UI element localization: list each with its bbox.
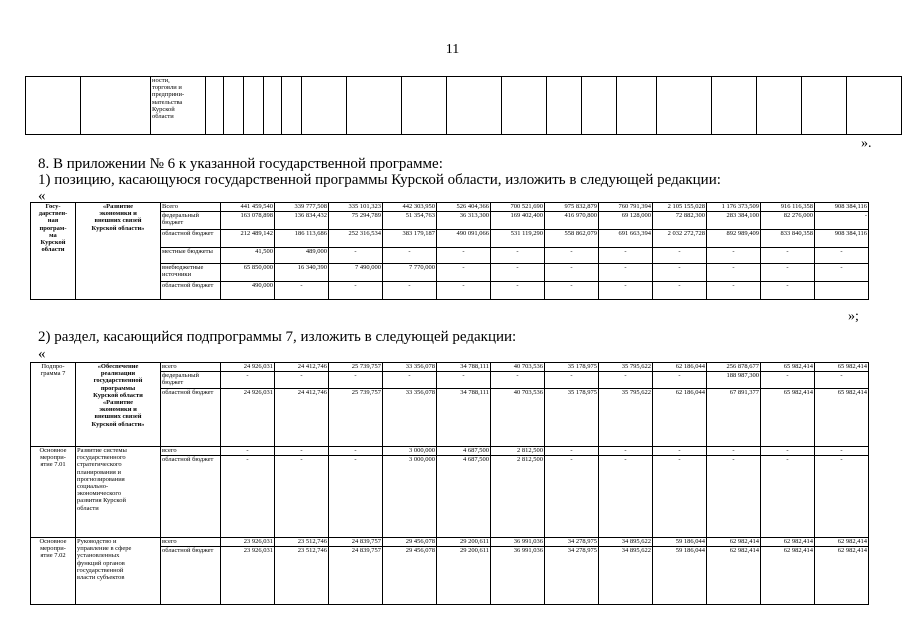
value-cell: 186 113,686 xyxy=(275,230,329,248)
value-cell: 34 895,622 xyxy=(599,538,653,547)
text-line: «Развитие xyxy=(102,203,134,210)
value-cell: 40 703,536 xyxy=(491,363,545,372)
value-cell: - xyxy=(437,372,491,389)
value-cell: - xyxy=(815,372,869,389)
value-cell: 69 128,000 xyxy=(599,212,653,230)
value-cell: - xyxy=(707,282,761,300)
value-cell: - xyxy=(761,372,815,389)
value-cell: 2 032 272,728 xyxy=(653,230,707,248)
value-cell: - xyxy=(329,282,383,300)
value-cell: 24 839,757 xyxy=(329,547,383,605)
text-line: функций органов xyxy=(77,559,125,567)
value-cell: 33 356,078 xyxy=(383,389,437,447)
value-cell: - xyxy=(545,248,599,264)
value-cell: 24 839,757 xyxy=(329,538,383,547)
value-cell: - xyxy=(545,264,599,282)
value-cell: - xyxy=(221,447,275,456)
value-cell: - xyxy=(707,248,761,264)
value-cell: 3 000,000 xyxy=(383,456,437,538)
text-line: ятие 7.01 xyxy=(40,461,66,469)
value-cell: - xyxy=(437,282,491,300)
value-cell: - xyxy=(437,264,491,282)
value-cell: 25 739,757 xyxy=(329,363,383,372)
program-type-cell xyxy=(31,203,76,300)
value-cell: 169 402,400 xyxy=(491,212,545,230)
value-cell: 700 521,690 xyxy=(491,203,545,212)
text-line: Курской области» xyxy=(91,420,145,428)
value-cell: 36 991,036 xyxy=(491,547,545,605)
value-cell: 383 179,187 xyxy=(383,230,437,248)
value-cell: - xyxy=(491,248,545,264)
value-cell: - xyxy=(707,447,761,456)
value-cell: 4 687,500 xyxy=(437,456,491,538)
text-line: экономического xyxy=(77,490,122,498)
value-cell: 62 982,414 xyxy=(707,538,761,547)
value-cell: 691 663,394 xyxy=(599,230,653,248)
text-line: грамма 7 xyxy=(40,370,66,378)
text-line: Курской xyxy=(40,239,66,247)
value-cell: - xyxy=(437,248,491,264)
value-cell: - xyxy=(761,456,815,538)
closing-quote: ». xyxy=(861,136,872,151)
value-cell: 67 891,377 xyxy=(707,389,761,447)
text-line: социально- xyxy=(77,483,109,491)
value-cell: - xyxy=(275,456,329,538)
value-cell: 62 186,044 xyxy=(653,363,707,372)
value-cell: - xyxy=(599,248,653,264)
text-line: Подпро- xyxy=(41,363,65,370)
subprogram-name-cell xyxy=(76,363,161,447)
top-table-cell xyxy=(26,77,81,135)
value-cell: - xyxy=(545,456,599,538)
value-cell: 490,000 xyxy=(221,282,275,300)
value-cell: 35 795,622 xyxy=(599,389,653,447)
text-line: торговли и xyxy=(152,84,182,92)
value-cell: - xyxy=(599,264,653,282)
value-cell: 136 834,432 xyxy=(275,212,329,230)
value-cell xyxy=(815,282,869,300)
value-cell: - xyxy=(653,456,707,538)
value-cell: 29 200,611 xyxy=(437,538,491,547)
text-line: государственного xyxy=(77,454,126,462)
value-cell: 34 788,111 xyxy=(437,389,491,447)
value-cell: - xyxy=(761,248,815,264)
value-cell: 24 412,746 xyxy=(275,363,329,372)
text-line: меропри- xyxy=(40,545,66,553)
open-quote: « xyxy=(38,188,46,204)
value-cell: 489,000 xyxy=(275,248,329,264)
value-cell: 7 490,000 xyxy=(329,264,383,282)
row-label: всего xyxy=(161,538,221,547)
text-line: внешних связей xyxy=(94,217,142,225)
row-label: всего xyxy=(161,447,221,456)
value-cell: 526 404,366 xyxy=(437,203,491,212)
value-cell: 256 878,677 xyxy=(707,363,761,372)
value-cell: - xyxy=(275,372,329,389)
value-cell: - xyxy=(815,212,869,230)
value-cell: 34 895,622 xyxy=(599,547,653,605)
row-label: областной бюджет xyxy=(161,547,221,605)
row-label: федеральный бюджет xyxy=(161,372,221,389)
value-cell: - xyxy=(329,447,383,456)
value-cell: - xyxy=(815,456,869,538)
value-cell: 75 294,789 xyxy=(329,212,383,230)
paragraph-8: 8. В приложении № 6 к указанной государственной программе: xyxy=(38,156,443,172)
text-line: экономики и xyxy=(99,210,137,218)
value-cell: 24 926,031 xyxy=(221,363,275,372)
value-cell: 188 987,300 xyxy=(707,372,761,389)
value-cell: - xyxy=(275,447,329,456)
value-cell: 23 512,746 xyxy=(275,538,329,547)
value-cell: 59 186,044 xyxy=(653,547,707,605)
row-label: областной бюджет xyxy=(161,230,221,248)
value-cell: 416 970,800 xyxy=(545,212,599,230)
value-cell: - xyxy=(599,456,653,538)
value-cell: 892 989,409 xyxy=(707,230,761,248)
value-cell: 908 384,116 xyxy=(815,230,869,248)
value-cell: 916 116,358 xyxy=(761,203,815,212)
text-line: управление в сфере xyxy=(77,545,132,553)
text-line: области xyxy=(152,113,174,121)
value-cell: 908 384,116 xyxy=(815,203,869,212)
row-label: областной бюджет xyxy=(161,456,221,538)
value-cell: - xyxy=(707,456,761,538)
text-line: государственной xyxy=(77,566,124,574)
value-cell: 2 105 155,028 xyxy=(653,203,707,212)
value-cell: 35 178,975 xyxy=(545,389,599,447)
program-name-cell xyxy=(76,203,161,300)
text-line: Основное xyxy=(39,447,67,454)
value-cell: 29 456,078 xyxy=(383,547,437,605)
top-table-text-cell xyxy=(151,77,206,135)
page-number: 11 xyxy=(445,42,460,57)
row-label: местные бюджеты xyxy=(161,248,221,264)
value-cell: 24 926,031 xyxy=(221,389,275,447)
text-line: государственной xyxy=(93,377,143,385)
value-cell: 7 770,000 xyxy=(383,264,437,282)
value-cell: 163 078,898 xyxy=(221,212,275,230)
value-cell: - xyxy=(383,282,437,300)
text-line: Развитие системы xyxy=(77,447,127,454)
value-cell: 833 840,358 xyxy=(761,230,815,248)
value-cell: 82 276,000 xyxy=(761,212,815,230)
value-cell: 16 340,390 xyxy=(275,264,329,282)
activity-type-cell xyxy=(31,447,76,538)
text-line: Госу- xyxy=(45,203,61,210)
value-cell: 65 982,414 xyxy=(815,363,869,372)
value-cell: 1 176 373,509 xyxy=(707,203,761,212)
text-line: дарствен- xyxy=(38,210,68,218)
value-cell: - xyxy=(329,456,383,538)
text-line: программы xyxy=(100,384,136,392)
value-cell: - xyxy=(491,264,545,282)
row-label: областной бюджет xyxy=(161,282,221,300)
value-cell: 35 795,622 xyxy=(599,363,653,372)
value-cell: - xyxy=(653,248,707,264)
value-cell: 62 186,044 xyxy=(653,389,707,447)
value-cell: 40 703,536 xyxy=(491,389,545,447)
value-cell: 65 850,000 xyxy=(221,264,275,282)
value-cell: 490 091,066 xyxy=(437,230,491,248)
value-cell: 23 512,746 xyxy=(275,547,329,605)
value-cell: 65 982,414 xyxy=(761,389,815,447)
value-cell: 65 982,414 xyxy=(761,363,815,372)
value-cell: - xyxy=(761,282,815,300)
row-label: Всего xyxy=(161,203,221,212)
value-cell: 62 982,414 xyxy=(761,538,815,547)
value-cell: - xyxy=(491,282,545,300)
text-line: планирования и xyxy=(77,468,121,476)
value-cell: 62 982,414 xyxy=(815,547,869,605)
value-cell: 558 862,079 xyxy=(545,230,599,248)
value-cell: 339 777,508 xyxy=(275,203,329,212)
paragraph-8-1: 1) позицию, касающуюся государственной программы Курской области, изложить в следующей редакции: xyxy=(38,172,721,188)
value-cell: 4 687,500 xyxy=(437,447,491,456)
text-line: «Обеспечение xyxy=(97,363,139,370)
value-cell: - xyxy=(653,372,707,389)
text-line: ности, xyxy=(152,77,170,84)
program-table xyxy=(30,202,869,300)
value-cell: 2 812,500 xyxy=(491,447,545,456)
value-cell: 62 982,414 xyxy=(761,547,815,605)
value-cell: 29 200,611 xyxy=(437,547,491,605)
value-cell: - xyxy=(491,372,545,389)
value-cell: 51 354,763 xyxy=(383,212,437,230)
row-label: областной бюджет xyxy=(161,389,221,447)
value-cell: 35 178,975 xyxy=(545,363,599,372)
text-line: Курской области xyxy=(93,391,143,399)
text-line: стратегического xyxy=(77,461,122,469)
value-cell: - xyxy=(653,264,707,282)
value-cell: 62 982,414 xyxy=(707,547,761,605)
text-line: ма xyxy=(49,231,57,239)
value-cell: 72 882,300 xyxy=(653,212,707,230)
value-cell: 442 303,950 xyxy=(383,203,437,212)
text-line: развития Курской xyxy=(77,497,126,505)
value-cell: 23 926,031 xyxy=(221,538,275,547)
subprogram-table xyxy=(30,362,869,605)
value-cell: - xyxy=(329,372,383,389)
text-line: мательства xyxy=(152,98,183,106)
value-cell: 36 313,300 xyxy=(437,212,491,230)
value-cell: - xyxy=(599,282,653,300)
value-cell: - xyxy=(653,282,707,300)
value-cell: - xyxy=(815,248,869,264)
value-cell: 34 278,975 xyxy=(545,538,599,547)
value-cell: 41,500 xyxy=(221,248,275,264)
value-cell: - xyxy=(545,282,599,300)
text-line: реализации xyxy=(100,370,136,378)
value-cell: - xyxy=(815,447,869,456)
text-line: области xyxy=(41,246,65,254)
value-cell: 62 982,414 xyxy=(815,538,869,547)
value-cell: 34 788,111 xyxy=(437,363,491,372)
text-line: Основное xyxy=(39,538,67,545)
value-cell: - xyxy=(383,248,437,264)
value-cell: - xyxy=(545,372,599,389)
value-cell: - xyxy=(599,447,653,456)
text-line: Курской xyxy=(152,105,175,113)
value-cell: 212 489,142 xyxy=(221,230,275,248)
activity-name-cell xyxy=(76,447,161,538)
value-cell: 33 356,078 xyxy=(383,363,437,372)
value-cell: 760 791,394 xyxy=(599,203,653,212)
text-line: экономики и xyxy=(99,406,137,414)
value-cell: 23 926,031 xyxy=(221,547,275,605)
value-cell: 335 101,323 xyxy=(329,203,383,212)
value-cell: 283 384,100 xyxy=(707,212,761,230)
text-line: ная xyxy=(47,217,59,225)
value-cell: - xyxy=(383,372,437,389)
value-cell: 3 000,000 xyxy=(383,447,437,456)
value-cell: - xyxy=(653,447,707,456)
value-cell: - xyxy=(761,447,815,456)
text-line: прогнозирования xyxy=(77,475,125,483)
row-label: всего xyxy=(161,363,221,372)
text-line: внешних связей xyxy=(94,413,142,421)
activity-name-cell xyxy=(76,538,161,605)
closing-quote: »; xyxy=(848,309,859,324)
value-cell: - xyxy=(815,264,869,282)
value-cell: - xyxy=(545,447,599,456)
text-line: власти субъектов xyxy=(77,574,125,582)
value-cell: 531 119,290 xyxy=(491,230,545,248)
paragraph-8-2: 2) раздел, касающийся подпрограммы 7, изложить в следующей редакции: xyxy=(38,329,517,345)
row-label: федеральный бюджет xyxy=(161,212,221,230)
text-line: Руководство и xyxy=(77,538,117,545)
value-cell: 34 278,975 xyxy=(545,547,599,605)
text-line: «Развитие xyxy=(102,399,134,407)
value-cell: 24 412,746 xyxy=(275,389,329,447)
text-line: предприни- xyxy=(152,91,185,99)
value-cell: 2 812,500 xyxy=(491,456,545,538)
value-cell: - xyxy=(707,264,761,282)
top-table-cell xyxy=(81,77,151,135)
text-line: ятие 7.02 xyxy=(40,552,66,560)
text-line: програм- xyxy=(39,224,67,232)
value-cell: 252 316,534 xyxy=(329,230,383,248)
value-cell: - xyxy=(599,372,653,389)
value-cell: - xyxy=(275,282,329,300)
value-cell: 36 991,036 xyxy=(491,538,545,547)
row-label: внебюджетные источники xyxy=(161,264,221,282)
subprogram-type-cell xyxy=(31,363,76,447)
text-line: Курской области» xyxy=(91,224,145,232)
value-cell: 29 456,078 xyxy=(383,538,437,547)
text-line: области xyxy=(77,504,99,512)
top-table-fragment xyxy=(25,76,902,135)
value-cell: 59 186,044 xyxy=(653,538,707,547)
text-line: меропри- xyxy=(40,454,66,462)
value-cell: 25 739,757 xyxy=(329,389,383,447)
open-quote: « xyxy=(38,346,46,362)
value-cell: - xyxy=(329,248,383,264)
activity-type-cell xyxy=(31,538,76,605)
value-cell: - xyxy=(761,264,815,282)
value-cell: 975 832,879 xyxy=(545,203,599,212)
value-cell: - xyxy=(221,456,275,538)
value-cell: 65 982,414 xyxy=(815,389,869,447)
value-cell: - xyxy=(221,372,275,389)
value-cell: 441 459,540 xyxy=(221,203,275,212)
text-line: установленных xyxy=(77,552,120,560)
